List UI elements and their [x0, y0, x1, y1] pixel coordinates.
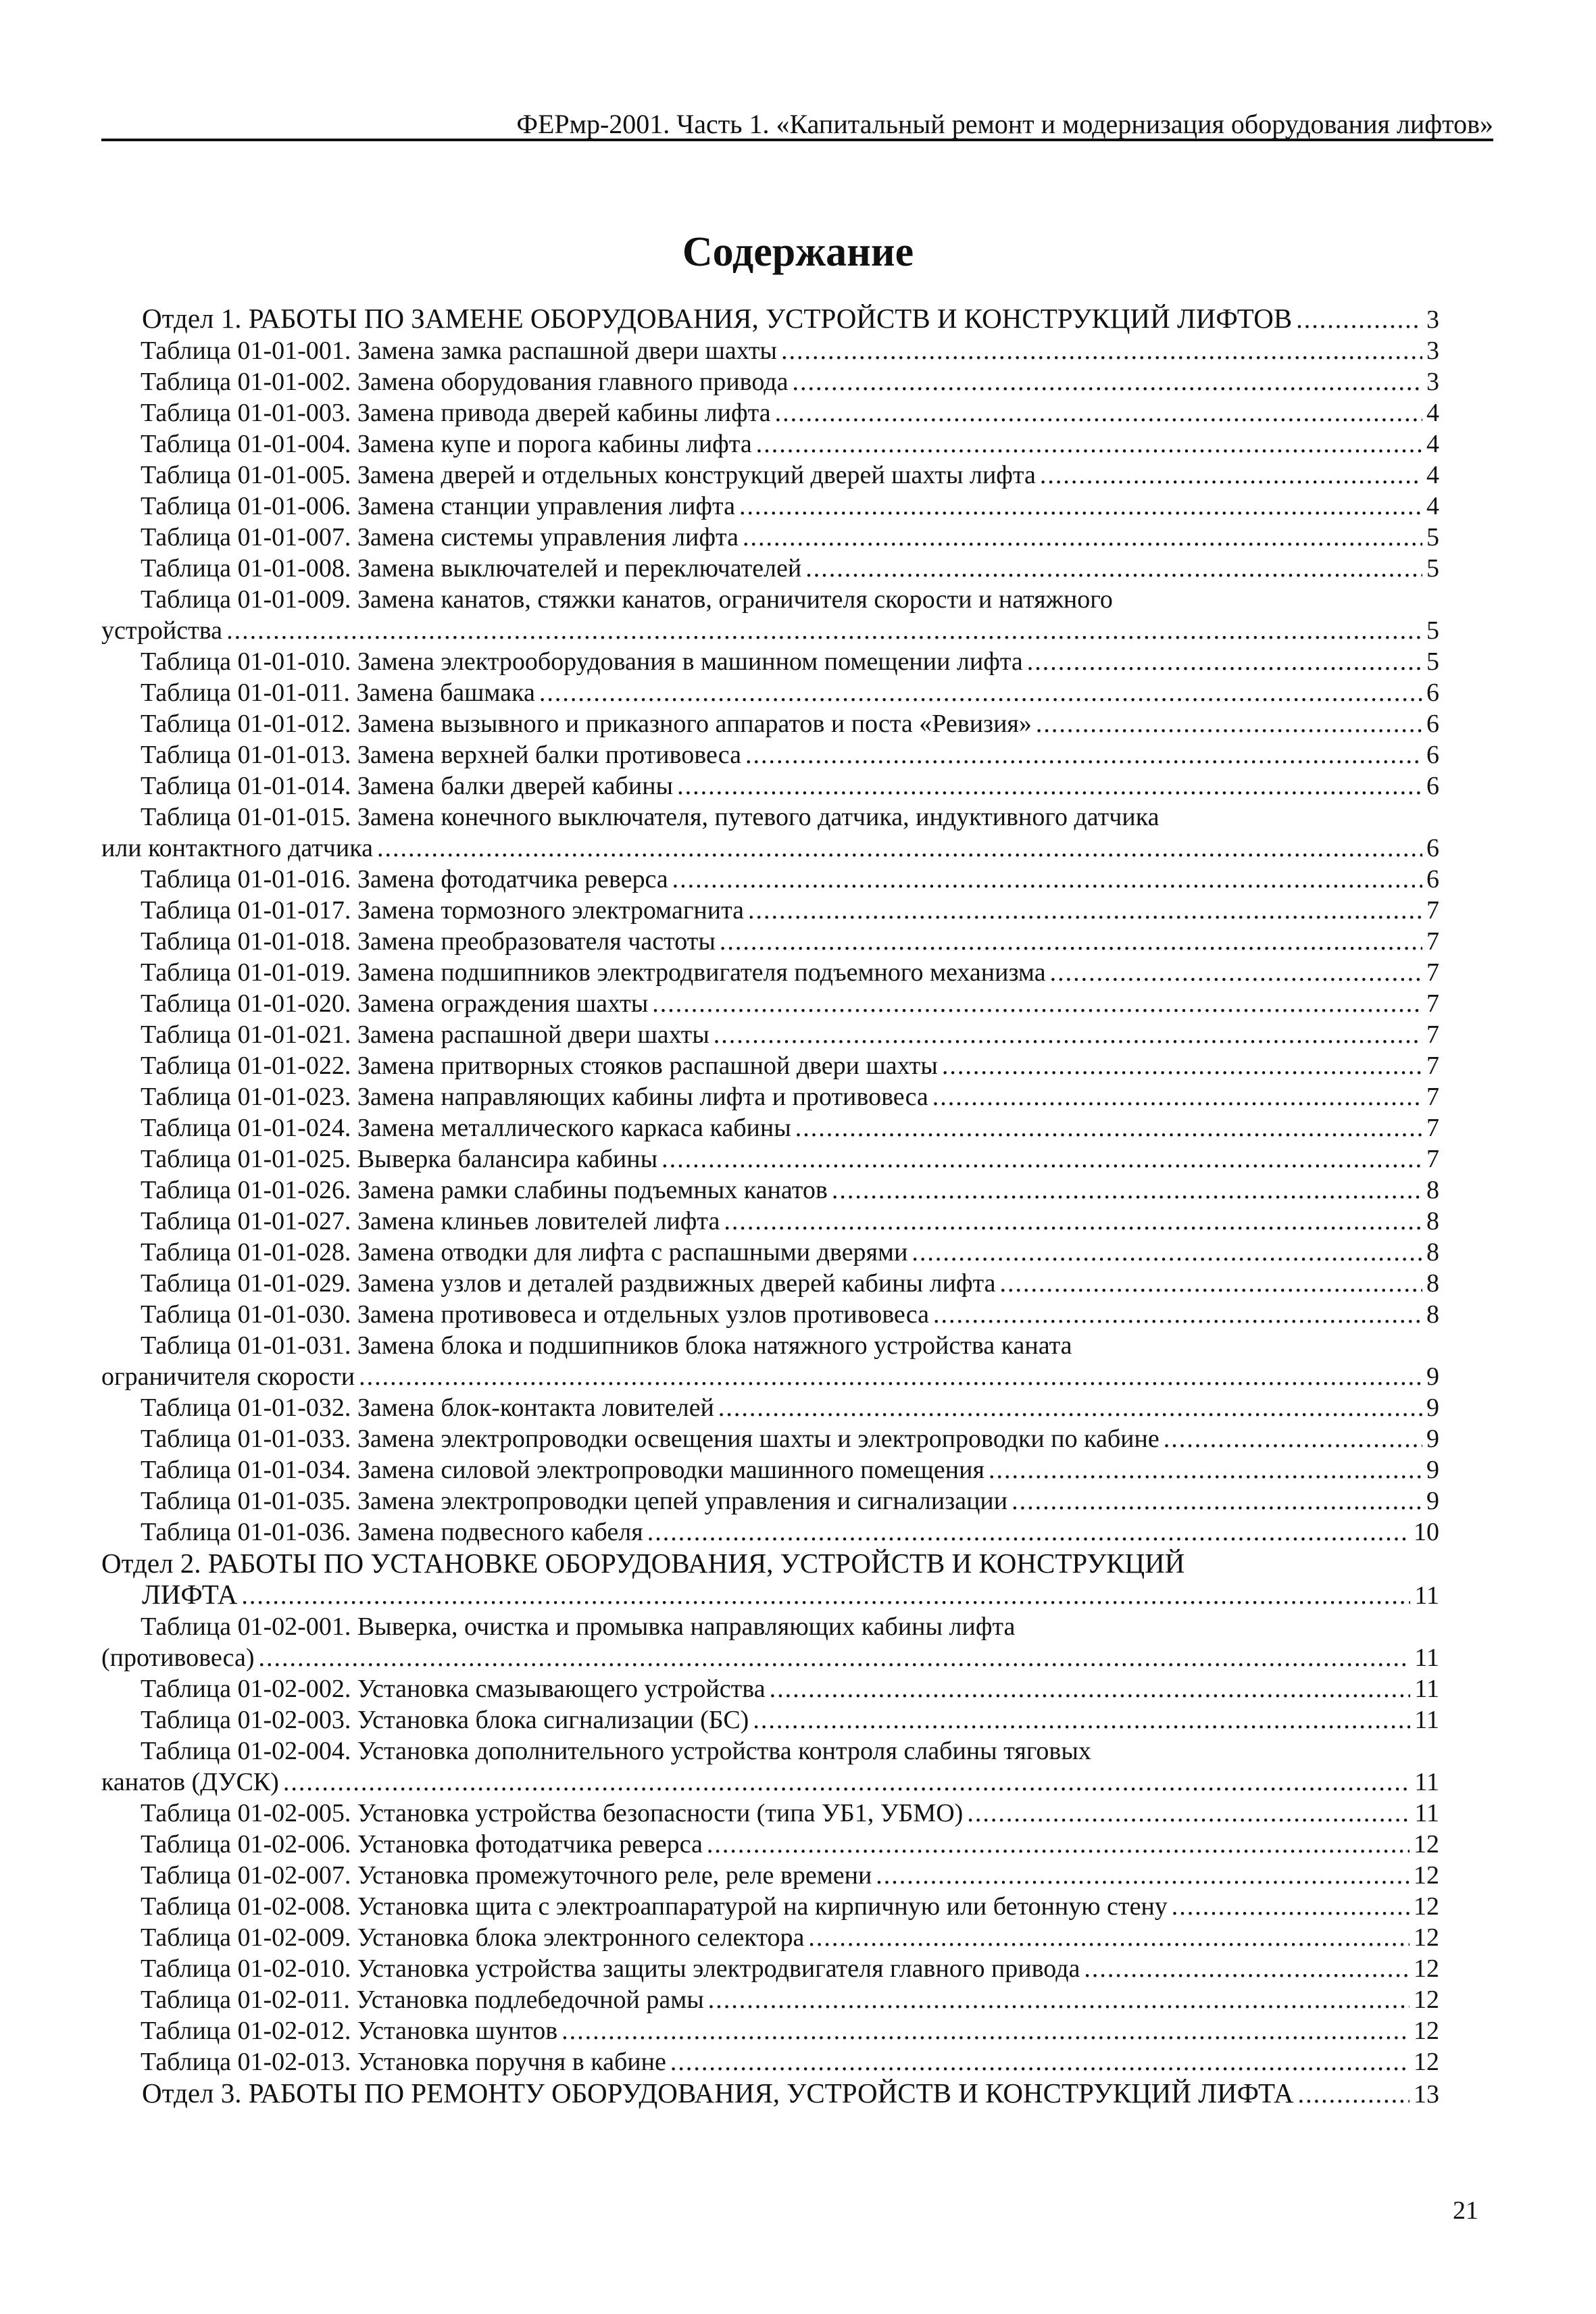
toc-entry-page: 5: [1426, 523, 1439, 551]
toc-table-entry: [101, 1611, 1439, 1673]
toc-table-entry: [101, 1268, 1439, 1299]
toc-table-entry: [101, 708, 1439, 739]
dot-leader: [226, 615, 1422, 646]
toc-entry-page: 4: [1426, 492, 1439, 520]
toc-table-entry: [101, 491, 1439, 522]
toc-entry-page: 7: [1426, 989, 1439, 1018]
dot-leader: [707, 1829, 1410, 1860]
toc-entry-page: 6: [1426, 741, 1439, 769]
toc-entry-page: 12: [1414, 1954, 1439, 1983]
dot-leader: [932, 1081, 1422, 1112]
dot-leader: [1050, 957, 1422, 988]
toc-entry-title: Таблица 01-02-005. Установка устройства безопасности (типа УБ1, УБМО): [141, 1799, 964, 1827]
toc-entry-page: 7: [1426, 1145, 1439, 1173]
toc-entry-title: Таблица 01-01-017. Замена тормозного электромагнита: [141, 896, 745, 925]
toc-entry-title: Таблица 01-01-036. Замена подвесного кабеля: [141, 1518, 643, 1546]
toc-entry-page: 6: [1426, 710, 1439, 738]
toc-table-entry: [101, 1081, 1439, 1112]
dot-leader: [708, 1984, 1410, 2015]
toc-entry-title: Таблица 01-01-018. Замена преобразователя частоты: [141, 927, 716, 956]
toc-table-entry: [101, 1330, 1439, 1392]
toc-entry-title: Отдел 2. РАБОТЫ ПО УСТАНОВКЕ ОБОРУДОВАНИЯ, УСТРОЙСТВ И КОНСТРУКЦИЙ: [101, 1548, 1185, 1579]
toc-table-entry: [101, 802, 1439, 864]
dot-leader: [912, 1237, 1422, 1268]
toc-table-entry: [101, 1673, 1439, 1704]
toc-entry-title: Таблица 01-02-013. Установка поручня в кабине: [141, 2048, 666, 2076]
toc-table-entry: [101, 1736, 1439, 1798]
dot-leader: [739, 491, 1422, 522]
toc-entry-page: 3: [1426, 305, 1439, 334]
dot-leader: [999, 1268, 1422, 1299]
toc-entry-title: Таблица 01-01-030. Замена противовеса и отдельных узлов противовеса: [141, 1300, 929, 1329]
toc-entry-title: Таблица 01-01-027. Замена клиньев ловителей лифта: [141, 1207, 720, 1235]
dot-leader: [753, 1704, 1410, 1736]
dot-leader: [748, 895, 1422, 926]
toc-table-entry: [101, 646, 1439, 677]
toc-entry-title: Таблица 01-02-007. Установка промежуточного реле, реле времени: [141, 1861, 872, 1890]
toc-table-entry: [101, 1206, 1439, 1237]
toc-table-entry: [101, 1953, 1439, 1984]
dot-leader: [672, 864, 1422, 895]
toc-entry-page: 9: [1426, 1362, 1439, 1391]
dot-leader: [539, 677, 1422, 708]
dot-leader: [745, 739, 1422, 770]
toc-table-entry: [101, 553, 1439, 584]
dot-leader: [781, 335, 1422, 366]
toc-table-entry: [101, 1454, 1439, 1485]
toc-entry-page: 11: [1414, 1706, 1439, 1734]
toc-entry-page: 6: [1426, 772, 1439, 800]
dot-leader: [1012, 1485, 1422, 1517]
toc-entry-title: Таблица 01-01-013. Замена верхней балки противовеса: [141, 741, 741, 769]
toc-entry-page: 6: [1426, 679, 1439, 707]
toc-table-entry: [101, 1112, 1439, 1143]
toc-entry-title: Таблица 01-02-008. Установка щита с электроаппаратурой на кирпичную или бетонную стену: [141, 1892, 1168, 1921]
page-number: 21: [1453, 2196, 1478, 2225]
dot-leader: [647, 1517, 1410, 1548]
toc-entry-page: 4: [1426, 430, 1439, 458]
toc-entry-page: 5: [1426, 647, 1439, 676]
toc-table-entry: [101, 1050, 1439, 1081]
dot-leader: [714, 1019, 1422, 1050]
toc-table-entry: [101, 1891, 1439, 1922]
dot-leader: [377, 833, 1422, 864]
toc-entry-title: Таблица 01-01-002. Замена оборудования главного привода: [141, 368, 789, 396]
running-header: ФЕРмр-2001. Часть 1. «Капитальный ремонт и модернизация оборудования лифтов»: [516, 109, 1493, 139]
toc-table-entry: [101, 1984, 1439, 2015]
header-rule: [101, 139, 1493, 141]
dot-leader: [756, 428, 1422, 460]
toc-entry-page: 10: [1414, 1518, 1439, 1546]
toc-entry-title: Таблица 01-01-034. Замена силовой электропроводки машинного помещения: [141, 1456, 984, 1484]
toc-entry-title: Таблица 01-01-023. Замена направляющих кабины лифта и противовеса: [141, 1083, 928, 1111]
toc-entry-page: 11: [1414, 1799, 1439, 1827]
dot-leader: [1164, 1423, 1422, 1454]
toc-entry-page: 8: [1426, 1238, 1439, 1266]
toc-entry-page: 9: [1426, 1394, 1439, 1422]
toc-entry-page: 8: [1426, 1207, 1439, 1235]
toc-entry-title: Таблица 01-01-004. Замена купе и порога кабины лифта: [141, 430, 752, 458]
dot-leader: [942, 1050, 1422, 1081]
dot-leader: [1084, 1953, 1410, 1984]
toc-entry-title: Таблица 01-01-006. Замена станции управления лифта: [141, 492, 735, 520]
toc-entry-page: 7: [1426, 896, 1439, 925]
dot-leader: [933, 1299, 1422, 1330]
dot-leader: [967, 1798, 1410, 1829]
toc-table-entry: [101, 677, 1439, 708]
dot-leader: [670, 2046, 1410, 2077]
toc-entry-title: Таблица 01-01-035. Замена электропроводки цепей управления и сигнализации: [141, 1487, 1008, 1515]
dot-leader: [770, 1673, 1411, 1704]
dot-leader: [795, 1112, 1422, 1143]
toc-table-entry: [101, 522, 1439, 553]
toc-table-entry: [101, 1798, 1439, 1829]
toc-entry-page: 7: [1426, 1083, 1439, 1111]
toc-table-entry: [101, 397, 1439, 428]
dot-leader: [1298, 2079, 1410, 2110]
toc-entry-title: Таблица 01-02-004. Установка дополнительного устройства контроля слабины тяговых: [141, 1737, 1091, 1765]
toc-entry-title: Таблица 01-02-002. Установка смазывающего устройства: [141, 1675, 766, 1703]
dot-leader: [259, 1642, 1411, 1673]
table-of-contents: [101, 303, 1439, 2110]
dot-leader: [677, 770, 1422, 802]
toc-entry-page: 6: [1426, 834, 1439, 862]
toc-entry-title-continuation: ЛИФТА: [142, 1579, 238, 1610]
dot-leader: [1296, 304, 1422, 335]
toc-entry-title-continuation: (противовеса): [101, 1644, 255, 1672]
toc-entry-page: 9: [1426, 1487, 1439, 1515]
dot-leader: [805, 553, 1422, 584]
toc-entry-title: Таблица 01-01-020. Замена ограждения шахты: [141, 989, 649, 1018]
toc-entry-page: 7: [1426, 958, 1439, 987]
dot-leader: [720, 926, 1422, 957]
toc-entry-title: Таблица 01-01-033. Замена электропроводки освещения шахты и электропроводки по кабине: [141, 1425, 1159, 1453]
toc-entry-title: Таблица 01-01-022. Замена притворных стояков распашной двери шахты: [141, 1052, 938, 1080]
toc-entry-title: Таблица 01-01-007. Замена системы управления лифта: [141, 523, 739, 551]
toc-table-entry: [101, 988, 1439, 1019]
dot-leader: [662, 1143, 1422, 1175]
toc-entry-title: Таблица 01-01-005. Замена дверей и отдельных конструкций дверей шахты лифта: [141, 461, 1036, 489]
toc-entry-page: 4: [1426, 399, 1439, 427]
toc-entry-title: Отдел 1. РАБОТЫ ПО ЗАМЕНЕ ОБОРУДОВАНИЯ, УСТРОЙСТВ И КОНСТРУКЦИЙ ЛИФТОВ: [142, 303, 1293, 334]
toc-entry-page: 8: [1426, 1269, 1439, 1298]
toc-entry-title: Таблица 01-01-015. Замена конечного выключателя, путевого датчика, индуктивного датчика: [141, 803, 1159, 831]
dot-leader: [989, 1454, 1422, 1485]
toc-table-entry: [101, 1922, 1439, 1953]
toc-entry-page: 11: [1414, 1675, 1439, 1703]
toc-entry-page: 7: [1426, 1052, 1439, 1080]
dot-leader: [808, 1922, 1410, 1953]
toc-entry-page: 12: [1414, 1892, 1439, 1921]
toc-table-entry: [101, 1392, 1439, 1423]
toc-table-entry: [101, 584, 1439, 646]
toc-table-entry: [101, 1143, 1439, 1175]
toc-table-entry: [101, 2015, 1439, 2046]
toc-entry-title: Таблица 01-01-029. Замена узлов и деталей раздвижных дверей кабины лифта: [141, 1269, 996, 1298]
dot-leader: [718, 1392, 1422, 1423]
toc-entry-title: Таблица 01-01-019. Замена подшипников электродвигателя подъемного механизма: [141, 958, 1046, 987]
toc-entry-title: Таблица 01-02-009. Установка блока электронного селектора: [141, 1923, 805, 1952]
toc-entry-page: 6: [1426, 865, 1439, 893]
toc-entry-page: 4: [1426, 461, 1439, 489]
toc-table-entry: [101, 460, 1439, 491]
toc-entry-title: Таблица 01-01-008. Замена выключателей и переключателей: [141, 554, 802, 583]
dot-leader: [876, 1860, 1410, 1891]
dot-leader: [283, 1767, 1411, 1798]
toc-entry-title: Таблица 01-01-031. Замена блока и подшипников блока натяжного устройства каната: [141, 1331, 1072, 1360]
dot-leader: [724, 1206, 1422, 1237]
toc-table-entry: [101, 1829, 1439, 1860]
toc-entry-title-continuation: или контактного датчика: [101, 834, 374, 862]
toc-entry-title: Таблица 01-01-024. Замена металлического каркаса кабины: [141, 1114, 791, 1142]
toc-entry-title: Таблица 01-01-026. Замена рамки слабины подъемных канатов: [141, 1176, 828, 1204]
toc-entry-title: Таблица 01-01-011. Замена башмака: [141, 679, 535, 707]
toc-entry-page: 7: [1426, 927, 1439, 956]
toc-table-entry: [101, 1019, 1439, 1050]
dot-leader: [1027, 646, 1422, 677]
toc-section-entry: [101, 303, 1439, 335]
toc-entry-title: Таблица 01-02-012. Установка шунтов: [141, 2017, 558, 2045]
toc-entry-title: Таблица 01-01-016. Замена фотодатчика реверса: [141, 865, 668, 893]
dot-leader: [1172, 1891, 1410, 1922]
toc-entry-title: Таблица 01-01-003. Замена привода дверей кабины лифта: [141, 399, 771, 427]
toc-table-entry: [101, 895, 1439, 926]
toc-entry-page: 9: [1426, 1456, 1439, 1484]
toc-table-entry: [101, 739, 1439, 770]
dot-leader: [832, 1175, 1422, 1206]
toc-table-entry: [101, 1175, 1439, 1206]
toc-entry-page: 12: [1414, 2048, 1439, 2076]
toc-section-entry: [101, 1548, 1439, 1611]
dot-leader: [792, 366, 1422, 397]
toc-table-entry: [101, 2046, 1439, 2077]
toc-table-entry: [101, 770, 1439, 802]
toc-entry-page: 12: [1414, 1986, 1439, 2014]
toc-table-entry: [101, 926, 1439, 957]
dot-leader: [652, 988, 1422, 1019]
toc-table-entry: [101, 1517, 1439, 1548]
toc-entry-title: Таблица 01-02-011. Установка подлебедочной рамы: [141, 1986, 704, 2014]
toc-entry-page: 8: [1426, 1300, 1439, 1329]
toc-table-entry: [101, 335, 1439, 366]
toc-table-entry: [101, 1237, 1439, 1268]
toc-entry-page: 9: [1426, 1425, 1439, 1453]
toc-table-entry: [101, 428, 1439, 460]
toc-entry-title: Таблица 01-01-010. Замена электрооборудования в машинном помещении лифта: [141, 647, 1023, 676]
toc-entry-title-continuation: канатов (ДУСК): [101, 1768, 279, 1796]
toc-entry-title: Таблица 01-02-003. Установка блока сигнализации (БС): [141, 1706, 749, 1734]
toc-table-entry: [101, 1704, 1439, 1736]
toc-section-entry: [101, 2077, 1439, 2110]
toc-entry-title: Таблица 01-01-025. Выверка балансира кабины: [141, 1145, 658, 1173]
toc-entry-title: Отдел 3. РАБОТЫ ПО РЕМОНТУ ОБОРУДОВАНИЯ, УСТРОЙСТВ И КОНСТРУКЦИЙ ЛИФТА: [142, 2077, 1294, 2109]
toc-table-entry: [101, 1485, 1439, 1517]
toc-entry-title: Таблица 01-01-009. Замена канатов, стяжки канатов, ограничителя скорости и натяжного: [141, 585, 1113, 614]
toc-entry-page: 7: [1426, 1114, 1439, 1142]
toc-entry-title-continuation: ограничителя скорости: [101, 1362, 355, 1391]
dot-leader: [359, 1361, 1422, 1392]
dot-leader: [743, 522, 1422, 553]
toc-entry-page: 3: [1426, 368, 1439, 396]
toc-entry-page: 12: [1414, 1923, 1439, 1952]
toc-entry-page: 13: [1414, 2080, 1439, 2109]
toc-entry-page: 5: [1426, 554, 1439, 583]
toc-entry-title: Таблица 01-02-006. Установка фотодатчика реверса: [141, 1830, 703, 1858]
toc-table-entry: [101, 366, 1439, 397]
toc-entry-title: Таблица 01-01-001. Замена замка распашной двери шахты: [141, 337, 777, 365]
toc-entry-title: Таблица 01-01-014. Замена балки дверей кабины: [141, 772, 674, 800]
toc-table-entry: [101, 1423, 1439, 1454]
toc-entry-title: Таблица 01-01-032. Замена блок-контакта ловителей: [141, 1394, 714, 1422]
page-title: Содержание: [682, 229, 914, 275]
toc-table-entry: [101, 864, 1439, 895]
toc-table-entry: [101, 1299, 1439, 1330]
dot-leader: [241, 1580, 1410, 1611]
toc-entry-title: Таблица 01-01-028. Замена отводки для лифта с распашными дверями: [141, 1238, 908, 1266]
toc-entry-page: 11: [1414, 1644, 1439, 1672]
dot-leader: [562, 2015, 1410, 2046]
toc-entry-title: Таблица 01-02-001. Выверка, очистка и промывка направляющих кабины лифта: [141, 1613, 1016, 1641]
dot-leader: [1036, 708, 1422, 739]
toc-entry-page: 3: [1426, 337, 1439, 365]
toc-entry-page: 11: [1414, 1768, 1439, 1796]
dot-leader: [1040, 460, 1422, 491]
dot-leader: [775, 397, 1422, 428]
toc-entry-page: 5: [1426, 616, 1439, 645]
toc-entry-page: 7: [1426, 1020, 1439, 1049]
toc-entry-title: Таблица 01-02-010. Установка устройства защиты электродвигателя главного привода: [141, 1954, 1080, 1983]
toc-entry-title-continuation: устройства: [101, 616, 223, 645]
toc-entry-page: 11: [1414, 1581, 1439, 1610]
toc-entry-title: Таблица 01-01-021. Замена распашной двери шахты: [141, 1020, 709, 1049]
toc-entry-page: 12: [1414, 1861, 1439, 1890]
toc-entry-page: 8: [1426, 1176, 1439, 1204]
toc-entry-page: 12: [1414, 1830, 1439, 1858]
toc-entry-title: Таблица 01-01-012. Замена вызывного и приказного аппаратов и поста «Ревизия»: [141, 710, 1032, 738]
toc-entry-page: 12: [1414, 2017, 1439, 2045]
toc-table-entry: [101, 1860, 1439, 1891]
toc-table-entry: [101, 957, 1439, 988]
